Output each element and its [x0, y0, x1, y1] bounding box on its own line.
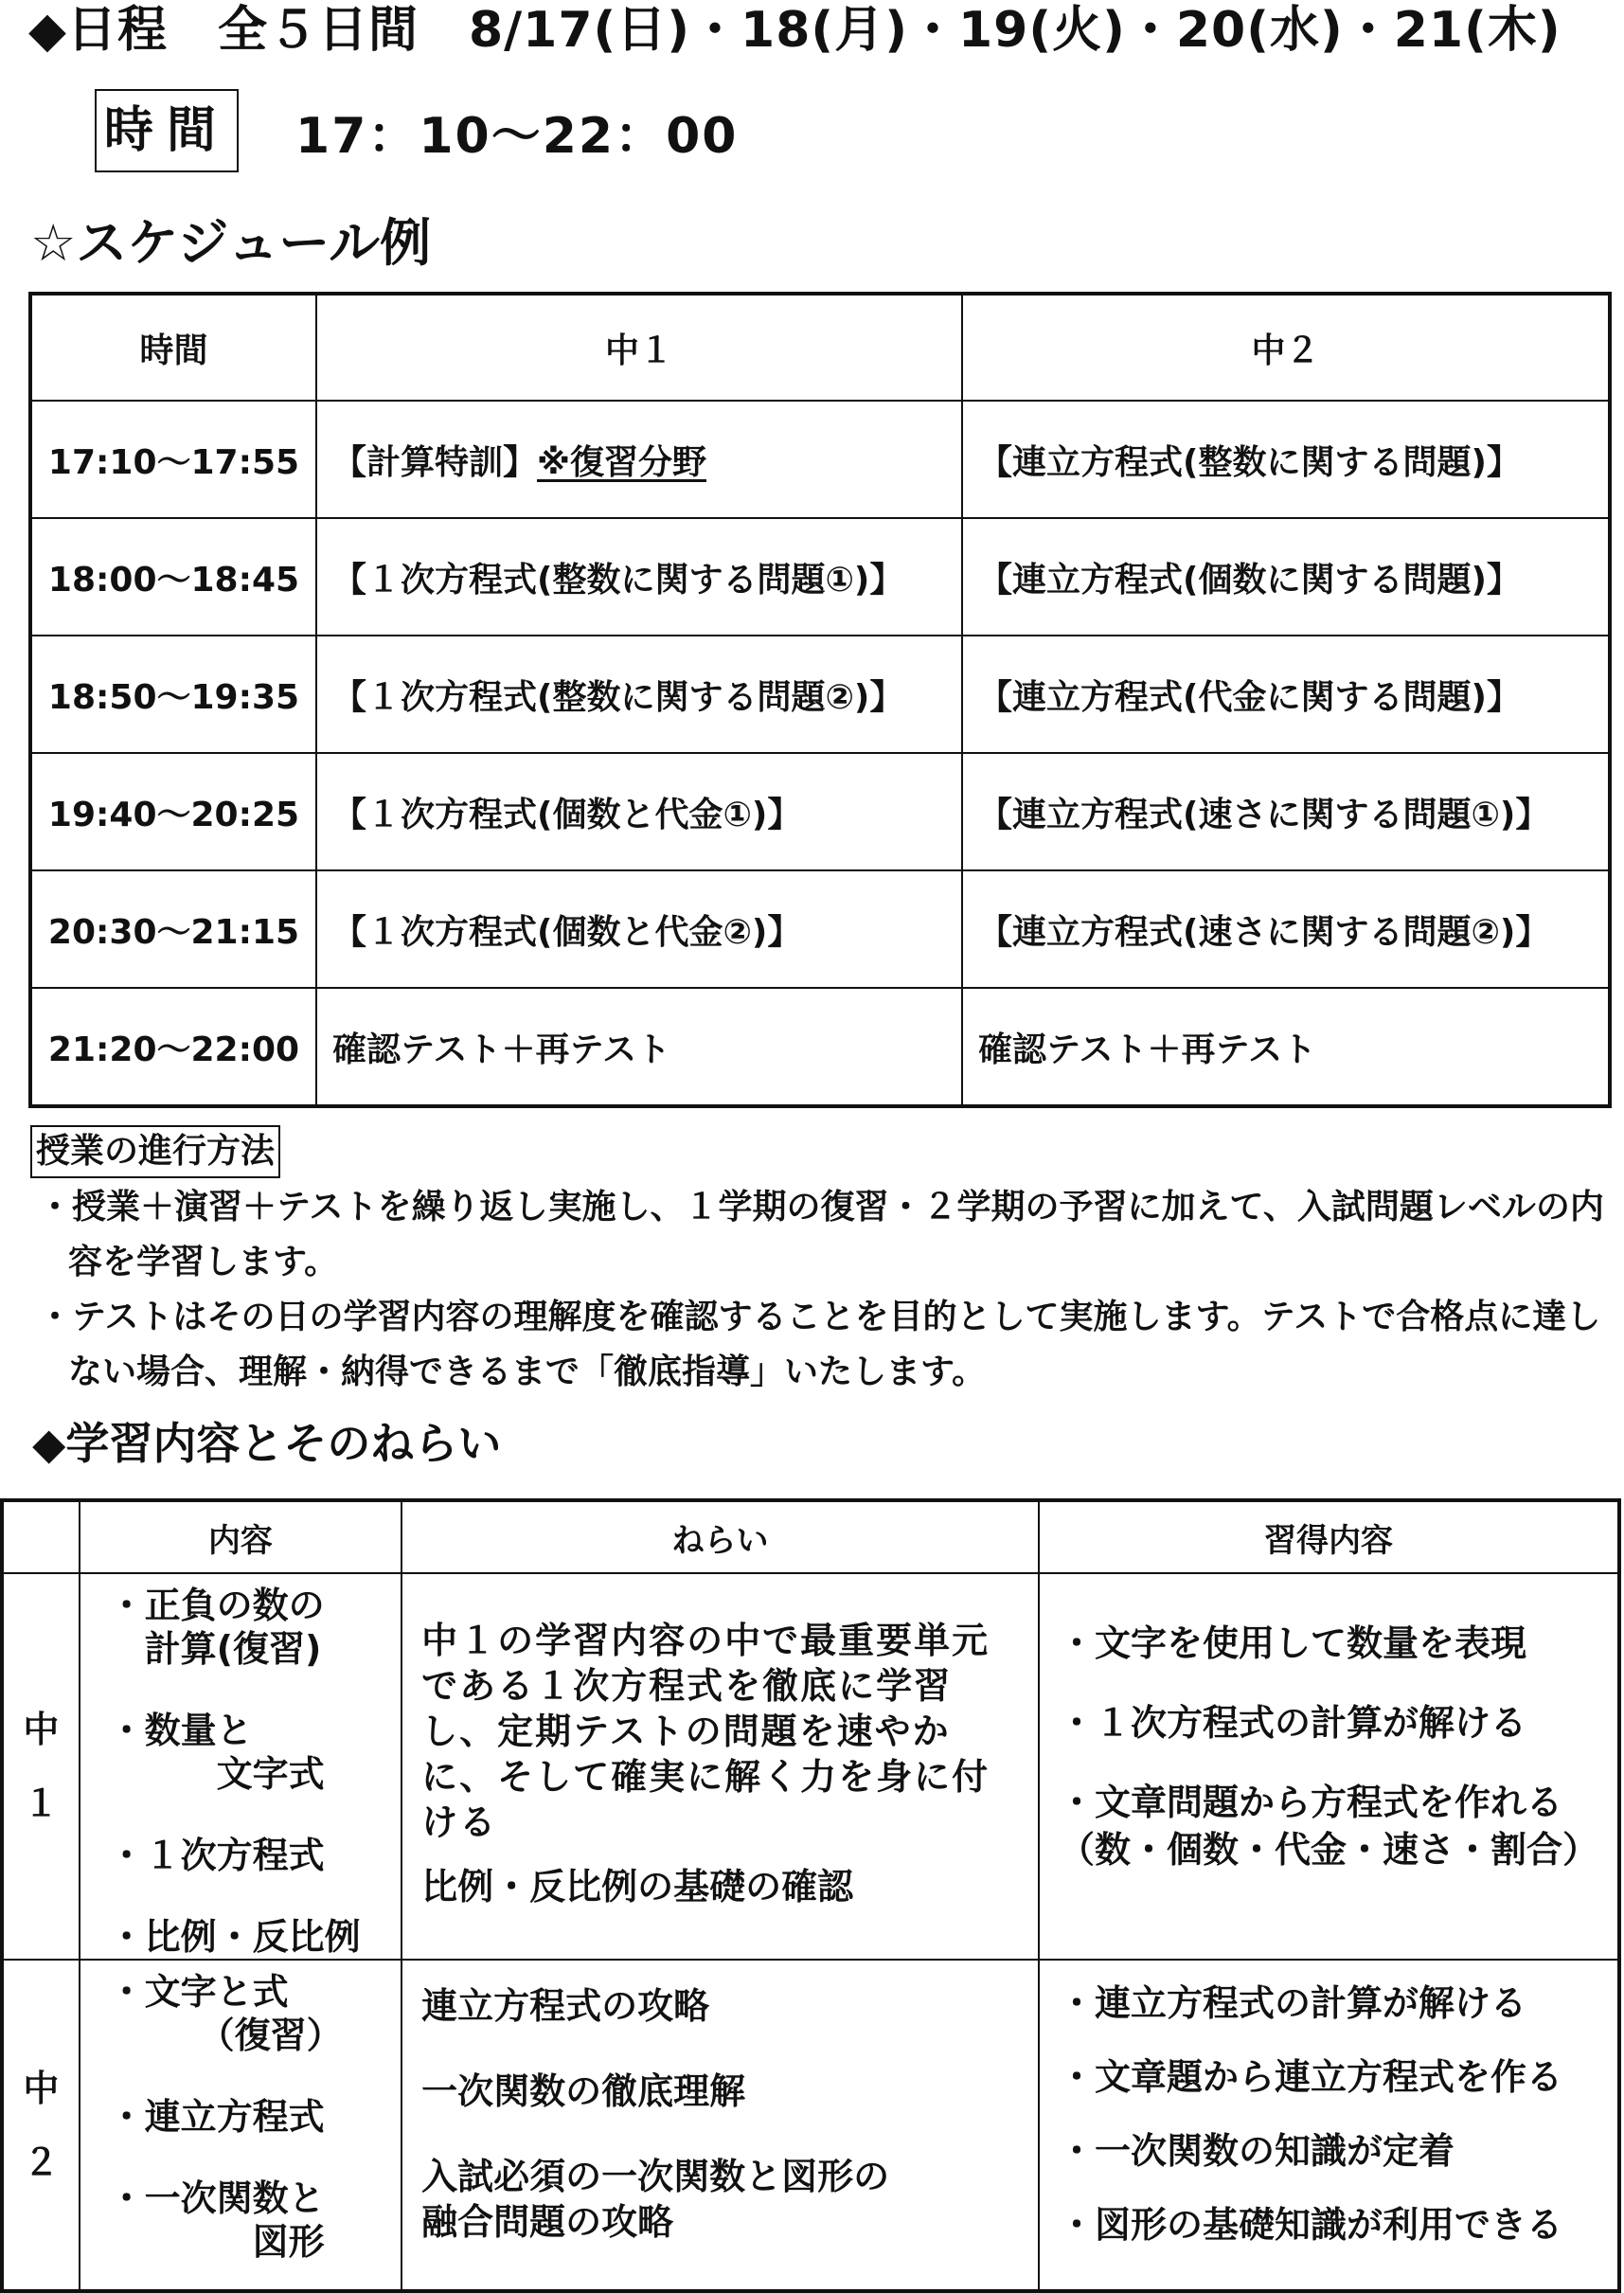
- method-item: ・授業＋演習＋テストを繰り返し実施し、１学期の復習・２学期の予習に加えて、入試問題レベルの内容を学習します。: [38, 1188, 1604, 1281]
- g1-cell: [316, 401, 962, 518]
- learning-row-g1: [2, 1573, 1619, 1960]
- method-item: ・テストはその日の学習内容の理解度を確認することを目的として実施します。テストで合格点に達しない場合、理解・納得できるまで「徹底指導」いたします。: [38, 1298, 1601, 1391]
- schedule-table: [28, 292, 1612, 1108]
- g2-cell: 【連立方程式(代金に関する問題)】: [962, 636, 1610, 753]
- content-line: （復習）: [108, 2015, 343, 2056]
- content-line: ・１次方程式: [108, 1835, 325, 1876]
- review-note: ※復習分野: [537, 442, 707, 482]
- g1-cell-text: 【計算特訓】: [332, 442, 538, 482]
- schedule-section-title: ☆スケジュール例: [30, 213, 432, 273]
- acquire-cell: [1039, 1573, 1619, 1960]
- time-label-box: 時間: [95, 89, 239, 172]
- column-header-time: 時間: [30, 294, 316, 401]
- aim-text: 連立方程式の攻略: [421, 1985, 710, 2027]
- aim-text: 比例・反比例の基礎の確認: [421, 1866, 854, 1908]
- column-header-g2: 中２: [962, 294, 1610, 401]
- learning-row-g2: [2, 1960, 1619, 2291]
- schedule-row: [30, 753, 1610, 870]
- acquire-item: ・文字を使用して数量を表現: [1058, 1622, 1526, 1664]
- g1-cell: 【１次方程式(個数と代金②)】: [316, 870, 962, 988]
- g1-cell: 確認テスト＋再テスト: [316, 988, 962, 1106]
- content-line: ・連立方程式: [108, 2096, 325, 2138]
- acquire-item: ・１次方程式の計算が解ける: [1058, 1702, 1526, 1744]
- g1-cell: 【１次方程式(整数に関する問題②)】: [316, 636, 962, 753]
- schedule-row: [30, 870, 1610, 988]
- g2-cell: 【連立方程式(個数に関する問題)】: [962, 518, 1610, 636]
- acquire-cell: [1039, 1960, 1619, 2291]
- g2-cell: 確認テスト＋再テスト: [962, 988, 1610, 1106]
- aim-text: 入試必須の一次関数と図形の: [421, 2156, 890, 2197]
- column-header-aim: ねらい: [402, 1500, 1039, 1573]
- g2-cell: 【連立方程式(速さに関する問題②)】: [962, 870, 1610, 988]
- acquire-item: ・一次関数の知識が定着: [1058, 2130, 1454, 2172]
- time-cell: 21:20～22:00: [30, 988, 316, 1106]
- time-cell: 19:40～20:25: [30, 753, 316, 870]
- time-cell: 17:10～17:55: [30, 401, 316, 518]
- time-value: 17：10～22：00: [295, 107, 739, 165]
- learning-header-row: [2, 1500, 1619, 1573]
- grade-cell: 中 １: [2, 1573, 80, 1960]
- aim-text: 融合問題の攻略: [421, 2201, 674, 2243]
- method-label-box: 授業の進行方法: [30, 1125, 280, 1178]
- learning-section-title: ◆学習内容とそのねらい: [32, 1418, 502, 1469]
- column-header-content: 内容: [80, 1500, 402, 1573]
- time-cell: 18:00～18:45: [30, 518, 316, 636]
- content-line: ・文字と式: [108, 1971, 289, 2013]
- aim-text: 中１の学習内容の中で最重要単元である１次方程式を徹底に学習し、定期テストの問題を速やかに、そして確実に解く力を身に付ける: [421, 1620, 990, 1843]
- acquire-item: ・連立方程式の計算が解ける: [1058, 1982, 1526, 2024]
- content-cell: [80, 1960, 402, 2291]
- learning-table: [0, 1498, 1621, 2293]
- g1-cell: 【１次方程式(個数と代金①)】: [316, 753, 962, 870]
- content-line: ・一次関数と: [108, 2177, 325, 2219]
- aim-text: 一次関数の徹底理解: [421, 2070, 746, 2112]
- schedule-row: [30, 518, 1610, 636]
- column-header-g1: 中１: [316, 294, 962, 401]
- schedule-row: [30, 636, 1610, 753]
- column-header-grade: [2, 1500, 80, 1573]
- schedule-header-row: [30, 294, 1610, 401]
- content-line: ・正負の数の: [108, 1585, 325, 1626]
- acquire-item: ・文章題から連立方程式を作る: [1058, 2056, 1562, 2098]
- grade-cell: 中 ２: [2, 1960, 80, 2291]
- schedule-row: [30, 401, 1610, 518]
- schedule-row: [30, 988, 1610, 1106]
- g1-cell: 【１次方程式(整数に関する問題①)】: [316, 518, 962, 636]
- schedule-dates-line: ◆日程 全５日間 8/17(日)・18(月)・19(火)・20(水)・21(木): [28, 2, 1562, 59]
- content-cell: [80, 1573, 402, 1960]
- g2-cell: 【連立方程式(整数に関する問題)】: [962, 401, 1610, 518]
- aim-cell: [402, 1960, 1039, 2291]
- content-line: 図形: [108, 2221, 325, 2263]
- acquire-item: （数・個数・代金・速さ・割合）: [1058, 1829, 1598, 1871]
- content-line: 計算(復習): [108, 1628, 322, 1670]
- content-line: ・比例・反比例: [108, 1916, 361, 1958]
- time-cell: 18:50～19:35: [30, 636, 316, 753]
- content-line: ・数量と: [108, 1710, 253, 1751]
- acquire-item: ・文章問題から方程式を作れる: [1058, 1782, 1562, 1823]
- aim-cell: [402, 1573, 1039, 1960]
- time-cell: 20:30～21:15: [30, 870, 316, 988]
- g2-cell: 【連立方程式(速さに関する問題①)】: [962, 753, 1610, 870]
- acquire-item: ・図形の基礎知識が利用できる: [1058, 2204, 1562, 2246]
- content-line: 文字式: [108, 1753, 325, 1795]
- time-row: [95, 87, 738, 174]
- column-header-acquire: 習得内容: [1039, 1500, 1619, 1573]
